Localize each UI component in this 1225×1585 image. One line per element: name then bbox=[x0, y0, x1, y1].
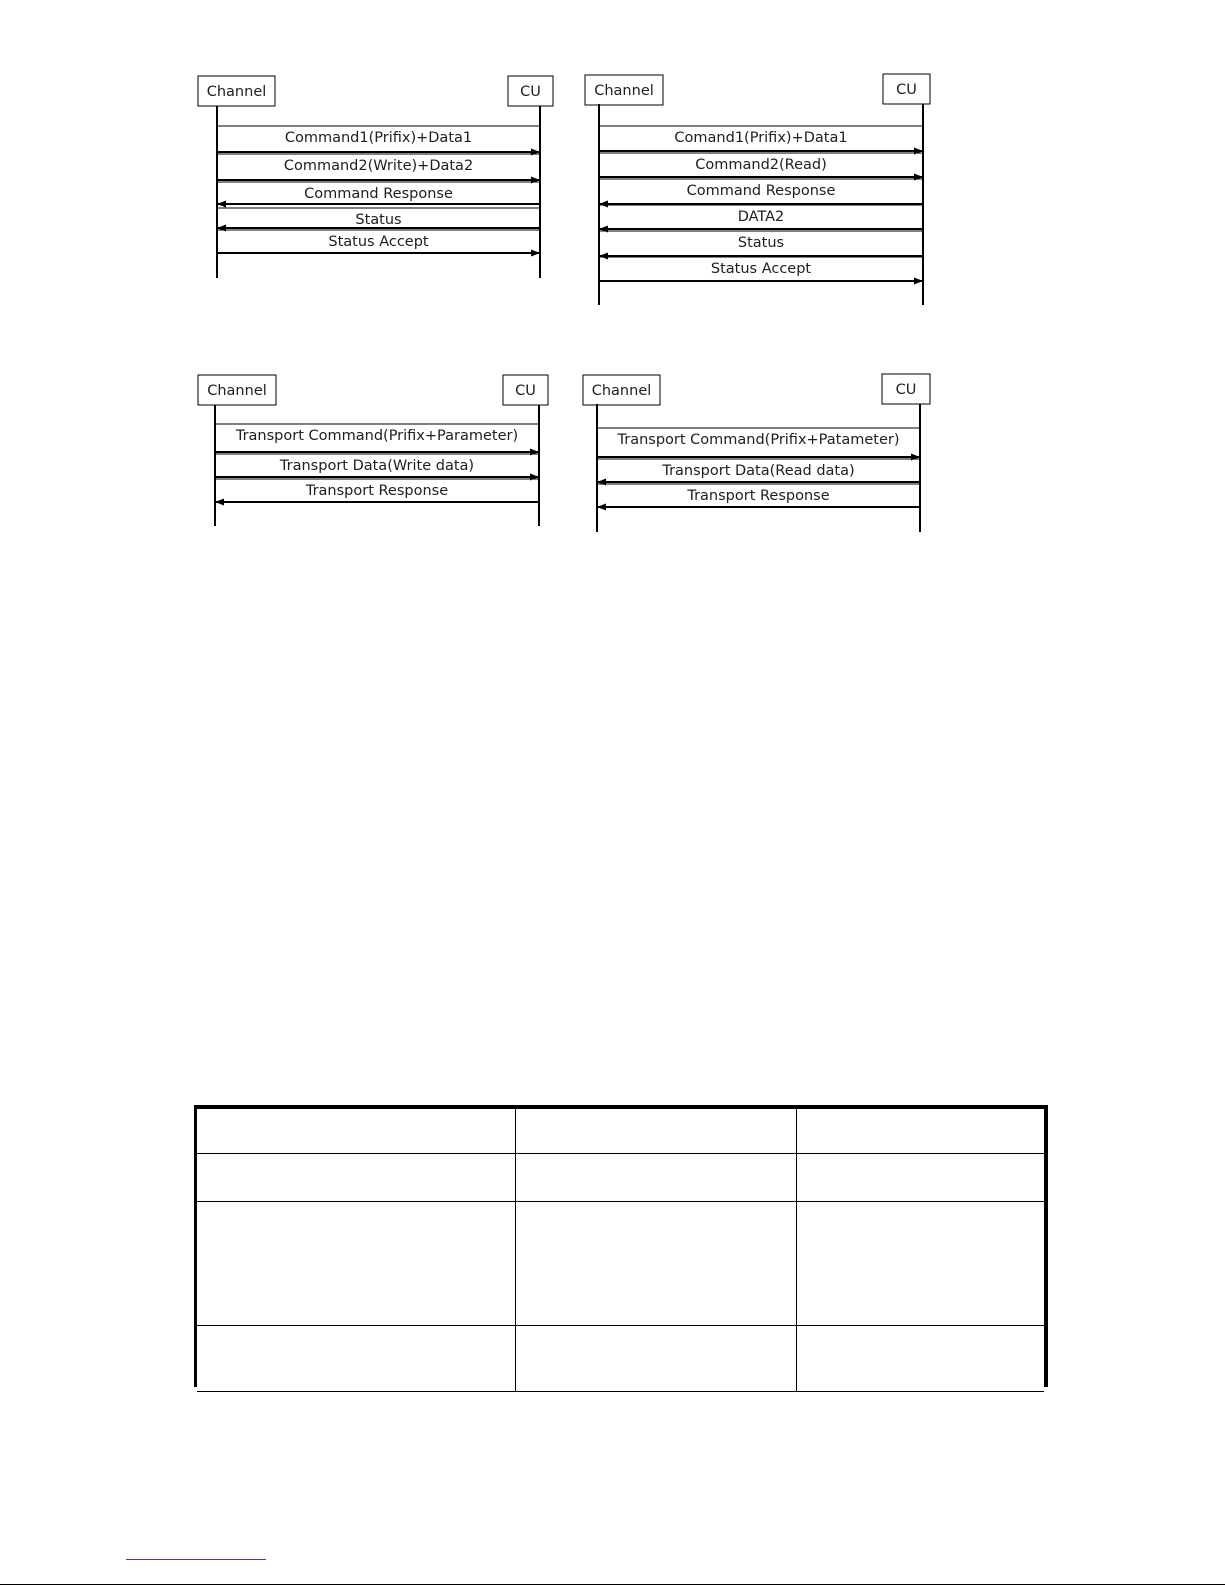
message-label: Status bbox=[355, 212, 402, 228]
message-3 bbox=[217, 182, 540, 204]
participant-right bbox=[882, 374, 930, 404]
table-cell bbox=[796, 1201, 1044, 1325]
sequence-diagram-transport-write bbox=[198, 375, 548, 526]
table-cell bbox=[515, 1153, 796, 1201]
table-cell bbox=[197, 1201, 515, 1325]
participant-label: CU bbox=[515, 383, 536, 399]
message-label: Transport Command(Prifix+Parameter) bbox=[235, 428, 519, 444]
message-label: Comand1(Prifix)+Data1 bbox=[674, 130, 848, 146]
message-2 bbox=[217, 154, 540, 180]
table-cell bbox=[197, 1109, 515, 1153]
participant-label: Channel bbox=[591, 383, 652, 399]
sequence-diagram-transport-read bbox=[583, 374, 930, 532]
message-label: Transport Response bbox=[305, 483, 449, 499]
table-cell bbox=[515, 1325, 796, 1391]
message-label: Command2(Read) bbox=[695, 157, 827, 173]
table-cell bbox=[796, 1325, 1044, 1391]
participant-right bbox=[503, 375, 548, 405]
message-label: Command1(Prifix)+Data1 bbox=[284, 130, 473, 146]
message-label: Command Response bbox=[686, 183, 836, 199]
message-label: DATA2 bbox=[737, 209, 785, 225]
message-label: Command Response bbox=[304, 186, 453, 202]
message-5 bbox=[217, 230, 540, 253]
table-row bbox=[197, 1153, 1044, 1201]
participant-label: CU bbox=[895, 382, 917, 398]
table-row bbox=[197, 1325, 1044, 1391]
participant-label: CU bbox=[520, 84, 541, 100]
message-label: Status Accept bbox=[328, 234, 429, 250]
sequence-diagram-write bbox=[198, 76, 553, 278]
message-label: Transport Command(Prifix+Patameter) bbox=[617, 432, 900, 448]
participant-left bbox=[198, 375, 276, 405]
participant-label: CU bbox=[896, 82, 917, 98]
data-table-grid bbox=[197, 1109, 1044, 1392]
footnote-separator bbox=[126, 1559, 266, 1560]
participant-left bbox=[585, 75, 663, 105]
message-3 bbox=[599, 179, 923, 204]
message-label: Transport Response bbox=[687, 488, 830, 504]
message-2 bbox=[215, 454, 539, 477]
table-cell bbox=[515, 1201, 796, 1325]
participant-left bbox=[583, 375, 660, 405]
message-4 bbox=[599, 205, 923, 229]
message-label: Command2(Write)+Data2 bbox=[283, 158, 474, 174]
message-3 bbox=[597, 484, 920, 507]
message-label: Status Accept bbox=[710, 261, 812, 277]
message-label: Transport Data(Read data) bbox=[662, 463, 855, 479]
participant-label: Channel bbox=[206, 84, 267, 100]
message-label: Status bbox=[737, 235, 785, 251]
message-2 bbox=[597, 459, 920, 482]
message-6 bbox=[599, 257, 923, 281]
message-5 bbox=[599, 231, 923, 256]
table-row bbox=[197, 1201, 1044, 1325]
message-1 bbox=[599, 126, 923, 151]
table-cell bbox=[796, 1109, 1044, 1153]
table-row bbox=[197, 1109, 1044, 1153]
message-1 bbox=[217, 126, 540, 152]
table-cell bbox=[796, 1153, 1044, 1201]
message-1 bbox=[215, 424, 539, 452]
table-cell bbox=[197, 1153, 515, 1201]
participant-right bbox=[883, 74, 930, 104]
message-label: Transport Data(Write data) bbox=[279, 458, 475, 474]
message-3 bbox=[215, 479, 539, 502]
table-cell bbox=[515, 1109, 796, 1153]
participant-right bbox=[508, 76, 553, 106]
sequence-diagram-read bbox=[585, 74, 930, 305]
participant-label: Channel bbox=[594, 83, 654, 99]
table-cell bbox=[197, 1325, 515, 1391]
message-2 bbox=[599, 153, 923, 177]
message-4 bbox=[217, 208, 540, 228]
participant-label: Channel bbox=[207, 383, 267, 399]
message-1 bbox=[597, 428, 920, 457]
data-table bbox=[194, 1105, 1048, 1387]
participant-left bbox=[198, 76, 275, 106]
